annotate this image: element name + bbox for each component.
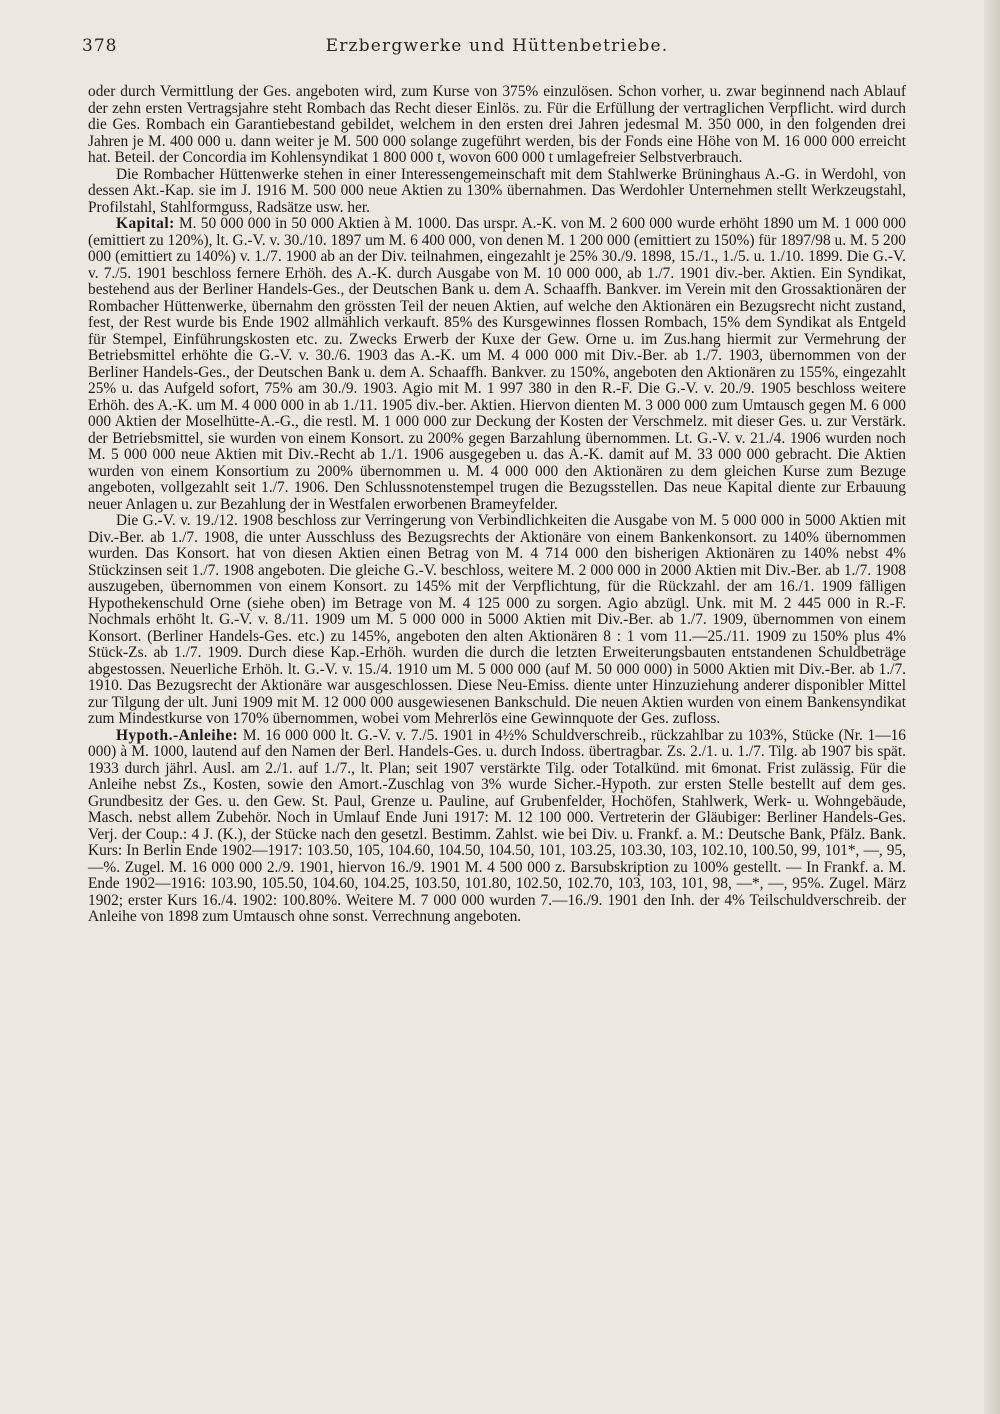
section-heading-mortgage-loan: Hypoth.-Anleihe:	[116, 726, 239, 744]
page-number: 378	[82, 36, 118, 56]
paragraph-mortgage-loan	[88, 728, 906, 926]
paragraph-interest-community	[88, 167, 906, 217]
section-heading-capital: Kapital:	[116, 215, 175, 232]
running-head: Erzbergwerke und Hüttenbetriebe.	[325, 36, 669, 56]
paragraph-text: oder durch Vermittlung der Ges. angeboten wird, zum Kurse von 375% einzulösen. Schon vorher, u. zwar beginnend nach Ablauf der zehn ersten Vertragsjahre steht Rombach das Recht dieser Einlös. zu. Für die Erfüllung der vertraglichen Verpflicht. wird durch die Ges. Rombach ein Garantiebestand gebildet, welchem in den ersten drei Jahren jedesmal M. 350 000, in den folgenden drei Jahren je M. 400 000 u. dann weiter je M. 500 000 solange zugeführt werden, bis der Fonds eine Höhe von M. 16 000 000 erreicht hat. Beteil. der Concordia im Kohlensyndikat 1 800 000 t, wovon 600 000 t umlagefreier Selbstverbrauch.	[88, 83, 906, 166]
paragraph-text: M. 16 000 000 lt. G.-V. v. 7./5. 1901 in 4½% Schuldverschreib., rückzahlbar zu 103%, Stücke (Nr. 1—16 000) à M. 1000, lautend auf den Namen der Berl. Handels-Ges. u. durch Indoss. übertragbar. Zs. 2./1. u. 1./7. Tilg. ab 1907 bis spät. 1933 durch jährl. Ausl. am 2./1. auf 1./7., lt. Plan; seit 1907 verstärkte Tilg. oder Totalkünd. mit 6monat. Frist zulässig. Für die Anleihe nebst Zs., Kosten, sowie den Amort.-Zuschlag von 3% wurde Sicher.-Hypoth. zur ersten Stelle bestellt auf dem ges. Grundbesitz der Ges. u. den Gew. St. Paul, Grenze u. Pauline, auf Grubenfelder, Hochöfen, Stahlwerk, Werk- u. Wohngebäude, Masch. nebst allem Zubehör. Noch in Umlauf Ende Juni 1917: M. 12 100 000. Vertreterin der Gläubiger: Berliner Handels-Ges. Verj. der Coup.: 4 J. (K.), der Stücke nach den gesetzl. Bestimm. Zahlst. wie bei Div. u. Frankf. a. M.: Deutsche Bank, Pfälz. Bank. Kurs: In Berlin Ende 1902—1917: 103.50, 105, 104.60, 104.50, 104.50, 101, 103.25, 103.30, 103, 102.10, 100.50, 99, 101*, —, 95, —%. Zugel. M. 16 000 000 2./9. 1901, hiervon 16./9. 1901 M. 4 500 000 z. Barsubskription zu 100% gestellt. — In Frankf. a. M. Ende 1902—1916: 103.90, 105.50, 104.60, 104.25, 103.50, 101.80, 102.50, 102.70, 103, 103, 101, 98, —*, —, 95%. Zugel. März 1902; erster Kurs 16./4. 1902: 100.80%. Weitere M. 7 000 000 wurden 7.—16./9. 1901 den Inh. der 4% Teilschuldverschreib. der Anleihe von 1898 zum Umtausch ohne sonst. Verrechnung angeboten.	[88, 726, 906, 925]
paragraph-text: Die G.-V. v. 19./12. 1908 beschloss zur Verringerung von Verbindlichkeiten die Ausgabe von M. 5 000 000 in 5000 Aktien mit Div.-Ber. ab 1./7. 1908, die unter Ausschluss des Bezugsrechts der Aktionäre von einem Bankenkonsort. zu 140% übernommen wurden. Das Konsort. hat von diesen Aktien einen Betrag von M. 4 714 000 den bisherigen Aktionären zu 140% nebst 4% Stückzinsen seit 1./7. 1908 angeboten. Die gleiche G.-V. beschloss, weitere M. 2 000 000 in 2000 Aktien mit Div.-Ber. ab 1./7. 1908 auszugeben, übernommen von einem Konsort. zu 145% mit der Verpflichtung, für die Rückzahl. der am 16./1. 1909 fälligen Hypothekenschuld Orne (siehe oben) im Betrage von M. 4 125 000 zu sorgen. Agio abzügl. Unk. mit M. 2 445 000 in R.-F. Nochmals erhöht lt. G.-V. v. 8./11. 1909 um M. 5 000 000 in 5000 Aktien mit Div.-Ber. ab 1./7. 1909, übernommen von einem Konsort. (Berliner Handels-Ges. etc.) zu 145%, angeboten den alten Aktionären 8 : 1 vom 11.—25./11. 1909 zu 150% plus 4% Stück-Zs. ab 1./7. 1909. Durch diese Kap.-Erhöh. wurden die durch die letzten Erweiterungsbauten entstandenen Schuldbeträge abgestossen. Neuerliche Erhöh. lt. G.-V. v. 15./4. 1910 um M. 5 000 000 (auf M. 50 000 000) in 5000 Aktien mit Div.-Ber. ab 1./7. 1910. Das Bezugsrecht der Aktionäre war ausgeschlossen. Diese Neu-Emiss. diente unter Hinzuziehung anderer disponibler Mittel zur Tilgung der ult. Juni 1909 mit M. 12 000 000 ausgewiesenen Bankschuld. Die neuen Aktien wurden von einem Bankensyndikat zum Mindestkurse von 170% übernommen, wobei vom Mehrerlös eine Gewinnquote der Ges. zufloss.	[88, 512, 906, 727]
paragraph-text: M. 50 000 000 in 50 000 Aktien à M. 1000. Das urspr. A.-K. von M. 2 600 000 wurde erhöht 1890 um M. 1 000 000 (emittiert zu 120%), lt. G.-V. v. 30./10. 1897 um M. 6 400 000, von denen M. 1 200 000 (emittiert zu 150%) für 1897/98 u. M. 5 200 000 (emittiert zu 140%) v. 1./7. 1900 ab an der Div. teilnahmen, eingezahlt je 25% 30./9. 1898, 15./1., 1./5. u. 1./10. 1899. Die G.-V. v. 7./5. 1901 beschloss fernere Erhöh. des A.-K. durch Ausgabe von M. 10 000 000, ab 1./7. 1901 div.-ber. Aktien. Ein Syndikat, bestehend aus der Berliner Handels-Ges., der Deutschen Bank u. dem A. Schaaffh. Bankver. im Verein mit den Grossaktionären der Rombacher Hüttenwerke, übernahm den grössten Teil der neuen Aktien, auf welche den Aktionären ein Bezugsrecht nicht zustand, fest, der Rest wurde bis Ende 1902 allmählich verkauft. 85% des Kursgewinnes flossen Rombach, 15% dem Syndikat als Entgeld für Stempel, Einführungskosten etc. zu. Zwecks Erwerb der Kuxe der Gew. Orne u. im Zus.hang hiermit zur Vermehrung der Betriebsmittel erhöhte die G.-V. v. 30./6. 1903 das A.-K. um M. 4 000 000 mit Div.-Ber. ab 1./7. 1903, übernommen von der Berliner Handels-Ges., der Deutschen Bank u. dem A. Schaaffh. Bankver. zu 150%, angeboten den Aktionären zu 155%, eingezahlt 25% u. das Aufgeld sofort, 75% am 30./9. 1903. Agio mit M. 1 997 380 in den R.-F. Die G.-V. v. 20./9. 1905 beschloss weitere Erhöh. des A.-K. um M. 4 000 000 in ab 1./11. 1905 div.-ber. Aktien. Hiervon dienten M. 3 000 000 zum Umtausch gegen M. 6 000 000 Aktien der Moselhütte-A.-G., die restl. M. 1 000 000 zur Deckung der Kosten der Verschmelz. mit dieser Ges. u. zur Verstärk. der Betriebsmittel, sie wurden von einem Konsort. zu 200% gegen Barzahlung übernommen. Lt. G.-V. v. 21./4. 1906 wurden noch M. 5 000 000 neue Aktien mit Div.-Recht ab 1./1. 1906 ausgegeben u. das A.-K. damit auf M. 33 000 000 gebracht. Die Aktien wurden von einem Konsortium zu 200% übernommen u. M. 4 000 000 den Aktionären zu dem gleichen Kurse zum Bezuge angeboten, vollgezahlt seit 1./7. 1906. Den Schlussnotenstempel trugen die Bezugsstellen. Das neue Kapital diente zur Erbauung neuer Anlagen u. zur Bezahlung der in Westfalen erworbenen Brameyfelder.	[88, 215, 906, 513]
paragraph-guarantee-fund	[88, 84, 906, 167]
paragraph-text: Die Rombacher Hüttenwerke stehen in einer Interessengemeinschaft mit dem Stahlwerke Brüninghaus A.-G. in Werdohl, von dessen Akt.-Kap. sie im J. 1916 M. 500 000 neue Aktien zu 130% übernahmen. Das Werdohler Unternehmen stellt Werkzeugstahl, Profilstahl, Stahlformguss, Radsätze usw. her.	[88, 165, 906, 216]
paragraph-capital	[88, 216, 906, 513]
page-edge-shadow	[984, 0, 1000, 1414]
page-header	[82, 36, 912, 62]
page-body	[88, 84, 906, 926]
paragraph-capital-1908	[88, 513, 906, 728]
